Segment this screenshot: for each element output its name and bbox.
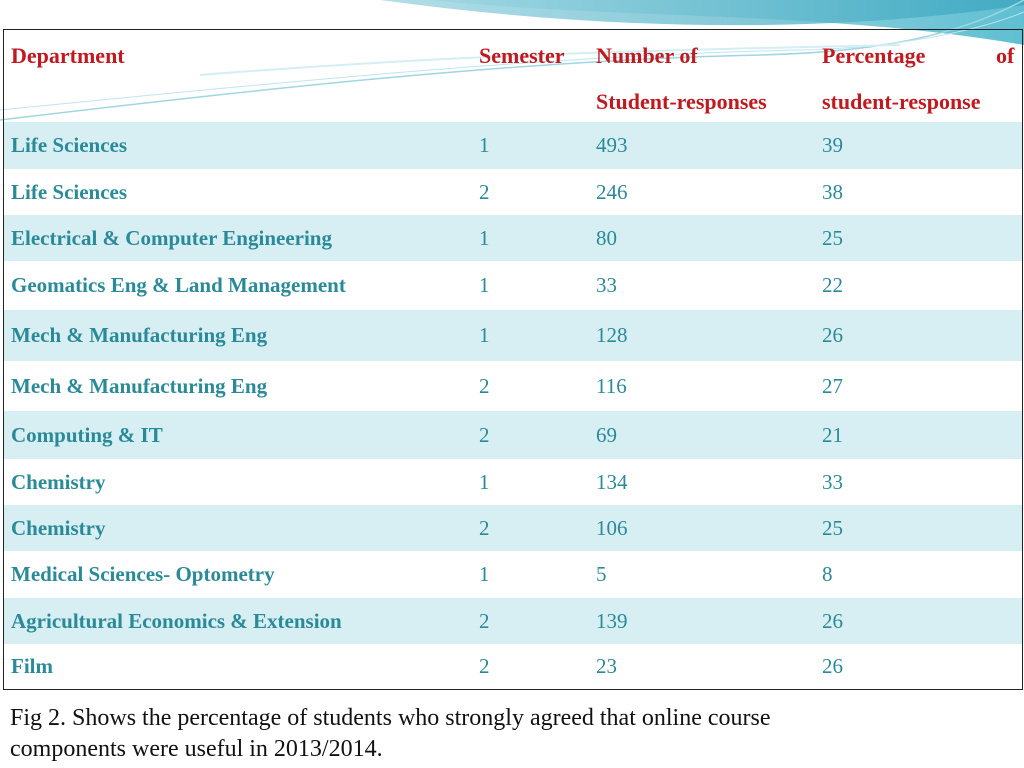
table-row	[4, 310, 1022, 361]
cell-department: Medical Sciences- Optometry	[11, 562, 275, 586]
cell-responses: 246	[596, 180, 628, 204]
cell-responses: 5	[596, 562, 607, 586]
header-number-line1: Number of	[596, 43, 698, 68]
table-row	[4, 505, 1022, 551]
header-semester: Semester	[479, 43, 565, 68]
cell-department: Electrical & Computer Engineering	[11, 226, 332, 250]
cell-percentage: 33	[822, 470, 843, 494]
cell-department: Life Sciences	[11, 133, 128, 157]
cell-responses: 493	[596, 133, 628, 157]
table-row	[4, 459, 1022, 505]
table-row	[4, 361, 1022, 411]
header-percentage-of: of	[996, 43, 1015, 68]
responses-table	[3, 29, 1023, 690]
cell-responses: 69	[596, 423, 617, 447]
header-percentage-line2: student-response	[822, 89, 981, 114]
cell-percentage: 27	[822, 374, 843, 398]
cell-department: Mech & Manufacturing Eng	[11, 323, 268, 347]
table-row	[4, 411, 1022, 459]
cell-department: Agricultural Economics & Extension	[11, 609, 342, 633]
cell-responses: 33	[596, 273, 617, 297]
cell-responses: 139	[596, 609, 628, 633]
cell-responses: 80	[596, 226, 617, 250]
cell-responses: 23	[596, 654, 617, 678]
table-row	[4, 261, 1022, 310]
cell-percentage: 25	[822, 516, 843, 540]
cell-department: Mech & Manufacturing Eng	[11, 374, 268, 398]
table-row	[4, 215, 1022, 261]
cell-semester: 1	[479, 133, 490, 157]
cell-department: Geomatics Eng & Land Management	[11, 273, 346, 297]
cell-percentage: 26	[822, 323, 843, 347]
cell-department: Life Sciences	[11, 180, 128, 204]
table-row	[4, 598, 1022, 644]
cell-percentage: 22	[822, 273, 843, 297]
cell-semester: 1	[479, 273, 490, 297]
cell-responses: 134	[596, 470, 628, 494]
cell-semester: 2	[479, 516, 490, 540]
cell-percentage: 39	[822, 133, 843, 157]
cell-semester: 1	[479, 470, 490, 494]
cell-semester: 2	[479, 609, 490, 633]
table-row	[4, 169, 1022, 215]
table-header	[4, 30, 1022, 123]
cell-department: Chemistry	[11, 516, 106, 540]
cell-semester: 2	[479, 654, 490, 678]
table-row	[4, 644, 1022, 689]
cell-semester: 2	[479, 180, 490, 204]
cell-department: Chemistry	[11, 470, 106, 494]
cell-responses: 116	[596, 374, 627, 398]
header-number-line2: Student-responses	[596, 89, 767, 114]
cell-responses: 128	[596, 323, 628, 347]
cell-percentage: 26	[822, 654, 843, 678]
cell-percentage: 25	[822, 226, 843, 250]
figure-caption: Fig 2. Shows the percentage of students who strongly agreed that online course components were useful in 2013/2014.	[10, 705, 771, 762]
cell-semester: 1	[479, 562, 490, 586]
cell-department: Film	[11, 654, 53, 678]
cell-responses: 106	[596, 516, 628, 540]
cell-semester: 2	[479, 374, 490, 398]
cell-semester: 2	[479, 423, 490, 447]
cell-percentage: 21	[822, 423, 843, 447]
table-row	[4, 122, 1022, 169]
cell-department: Computing & IT	[11, 423, 163, 447]
cell-percentage: 38	[822, 180, 843, 204]
header-percentage-line1: Percentage	[822, 43, 926, 68]
cell-semester: 1	[479, 323, 490, 347]
header-department: Department	[11, 43, 125, 68]
cell-percentage: 8	[822, 562, 833, 586]
table-row	[4, 551, 1022, 598]
cell-percentage: 26	[822, 609, 843, 633]
cell-semester: 1	[479, 226, 490, 250]
